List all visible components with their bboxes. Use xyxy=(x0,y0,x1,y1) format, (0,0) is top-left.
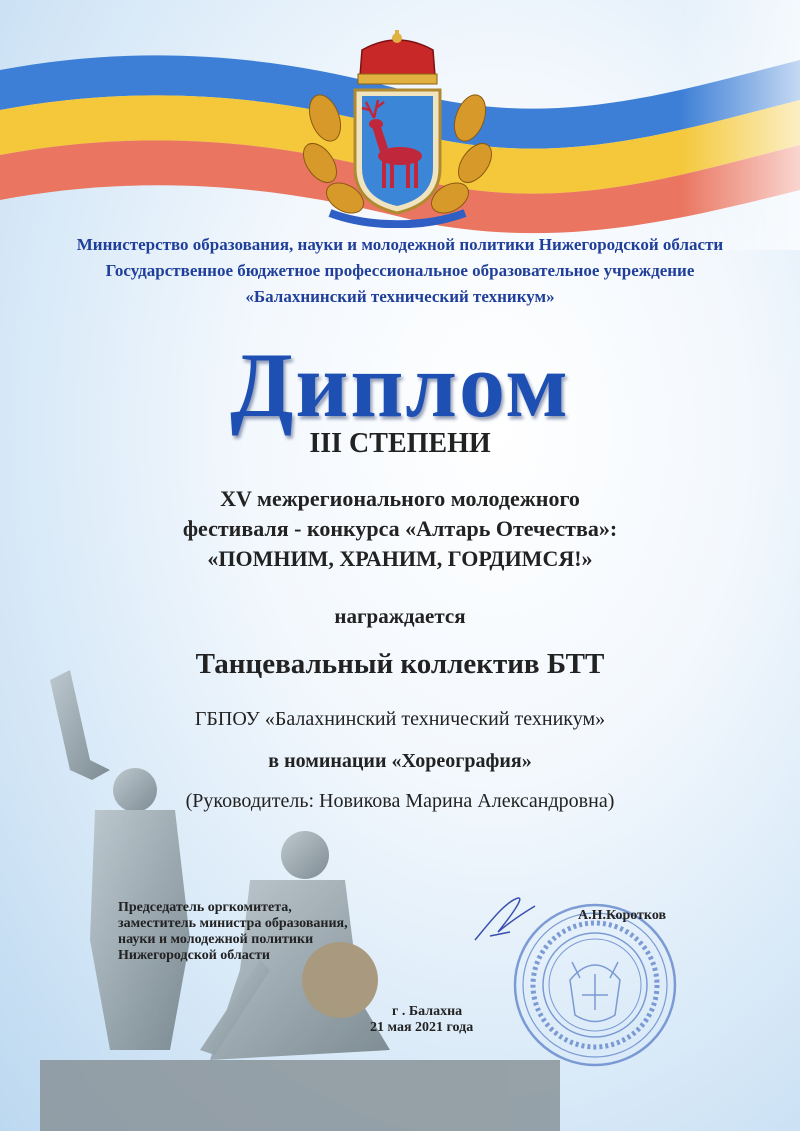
signatory-name: А.Н.Коротков xyxy=(578,908,667,923)
awarded-label: награждается xyxy=(334,604,466,628)
signatory-line-2: заместитель министра образования, xyxy=(118,916,348,931)
leader: (Руководитель: Новикова Марина Александровна) xyxy=(185,790,615,812)
festival-line-3: «ПОМНИМ, ХРАНИМ, ГОРДИМСЯ!» xyxy=(207,546,593,571)
nomination: в номинации «Хореография» xyxy=(268,750,532,772)
ministry-line-3: «Балахнинский технический техникум» xyxy=(245,287,555,306)
signature-icon xyxy=(470,892,540,947)
coat-of-arms-icon xyxy=(300,28,495,228)
recipient-name: Танцевальный коллектив БТТ xyxy=(195,648,605,680)
festival-name xyxy=(0,484,800,574)
signatory-line-1: Председатель оргкомитета, xyxy=(118,900,292,915)
ministry-line-1: Министерство образования, науки и молодежной политики Нижегородской области xyxy=(76,235,724,254)
ministry-line-2: Государственное бюджетное профессиональное образовательное учреждение xyxy=(105,261,695,280)
date: 21 мая 2021 года xyxy=(370,1020,474,1035)
recipient-organization: ГБПОУ «Балахнинский технический техникум» xyxy=(194,708,606,730)
ministry-header xyxy=(0,232,800,310)
diploma-title: Диплом xyxy=(230,334,570,436)
place: г . Балахна xyxy=(392,1004,463,1019)
festival-line-2: фестиваля - конкурса «Алтарь Отечества»: xyxy=(182,516,618,541)
signatory-line-3: науки и молодежной политики xyxy=(118,932,314,947)
signatory-line-4: Нижегородской области xyxy=(118,948,270,963)
festival-line-1: XV межрегионального молодежного xyxy=(220,486,580,511)
diploma-degree: III СТЕПЕНИ xyxy=(309,428,491,459)
signatory-title xyxy=(118,900,348,964)
